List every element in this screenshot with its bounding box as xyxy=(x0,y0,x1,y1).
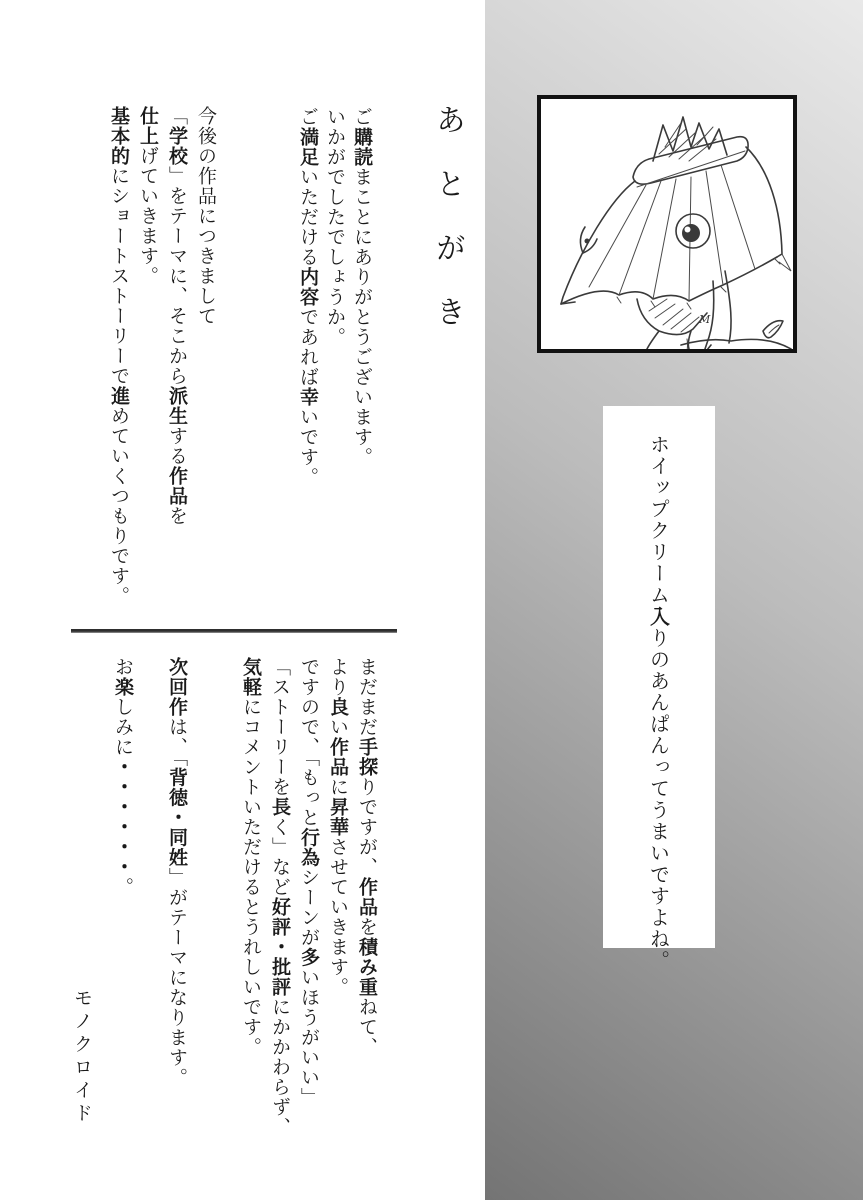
paragraph-feedback xyxy=(236,657,381,1137)
paragraph-next-work-line2: お楽しみに・・・・・・。 xyxy=(112,657,134,897)
text-line: より良い作品に昇華させていきます。 xyxy=(327,657,349,997)
character-sketch-icon xyxy=(541,99,793,349)
text-line: 気軽にコメントいただけるとうれしいです。 xyxy=(240,657,262,1057)
text-line: 「学校」をテーマに、そこから派生する作品を xyxy=(166,106,188,526)
text-line: ご購読まことにありがとうございます。 xyxy=(351,107,373,467)
text-line: 仕上げていきます。 xyxy=(137,106,159,286)
paragraph-next-work-line1: 次回作は、「背徳・同姓」がテーマになります。 xyxy=(166,657,188,1088)
text-line: 基本的にショートストーリーで進めていくつもりです。 xyxy=(108,106,130,606)
text-line: ご満足いただける内容であれば幸いです。 xyxy=(297,107,319,487)
text-line: ですので、「もっと行為シーンが多いほうがいい」 xyxy=(298,657,320,1108)
paragraph-future-plans xyxy=(104,106,220,606)
section-divider xyxy=(71,629,397,633)
text-line: まだまだ手探りですが、作品を積み重ねて、 xyxy=(356,657,378,1057)
illustration-frame xyxy=(537,95,797,353)
side-note-box xyxy=(603,406,715,972)
paragraph-greeting xyxy=(294,107,375,487)
side-note-text: ホイップクリーム入りのあんぱんってうまいですよね。 xyxy=(646,434,671,972)
text-line: いかがでしたでしょうか。 xyxy=(324,107,346,347)
gray-side-panel xyxy=(485,0,863,1200)
sketch-mark: M xyxy=(699,313,711,326)
text-line: 今後の作品につきまして xyxy=(195,106,217,326)
text-line: 「ストーリーを長く」など好評・批評にかかわらず、 xyxy=(269,657,291,1137)
author-signature: モノクロイド xyxy=(71,988,93,1126)
page-title: あとがき xyxy=(430,104,465,360)
